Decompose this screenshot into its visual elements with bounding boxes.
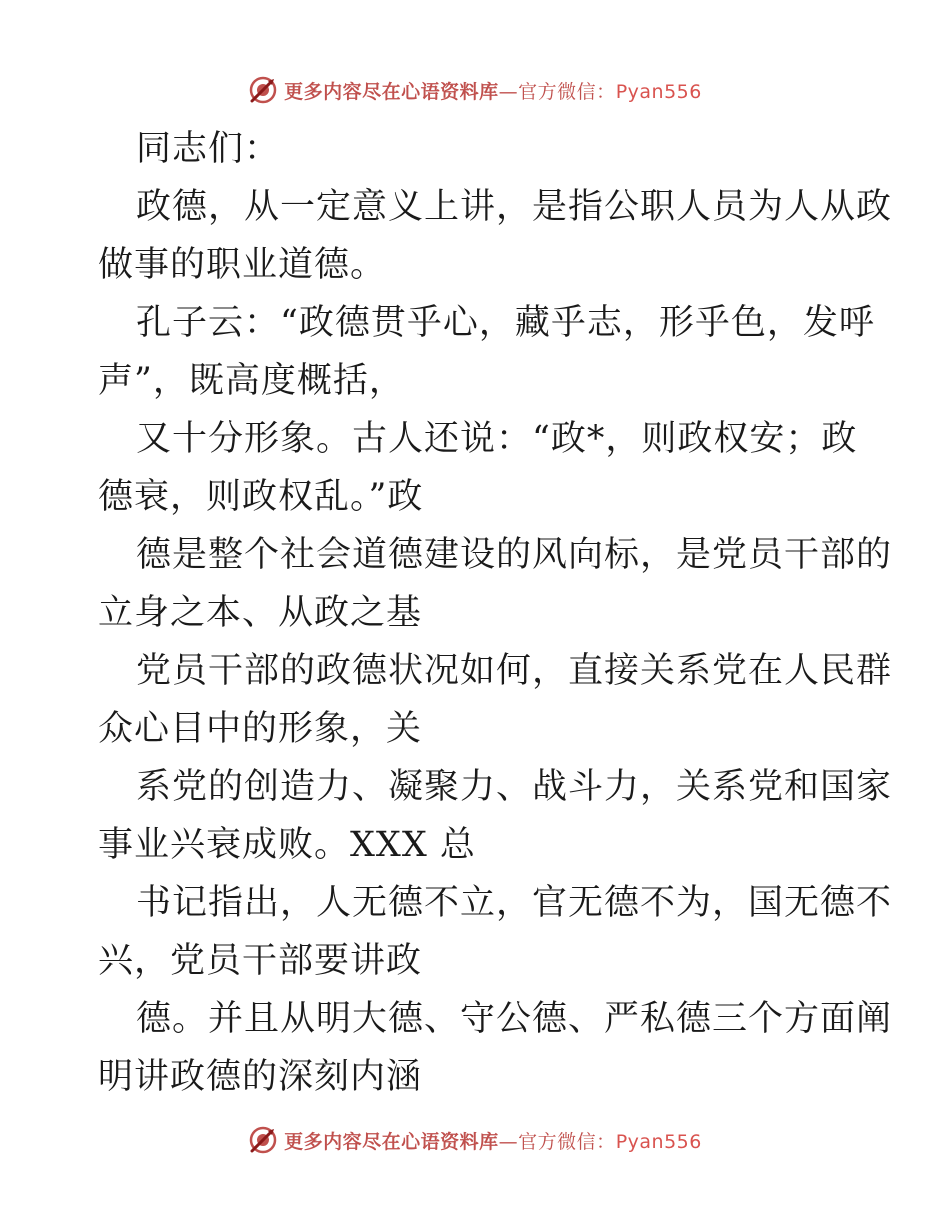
- pen-seal-icon: [248, 75, 278, 105]
- document-body: [98, 120, 893, 1106]
- footer-watermark: [0, 1122, 950, 1158]
- watermark-text: [284, 77, 702, 104]
- text-line: 政德，从一定意义上讲，是指公职人员为人从政: [136, 187, 893, 227]
- watermark-id: Pyan556: [615, 80, 702, 103]
- text-line: 众心目中的形象，关: [98, 709, 423, 749]
- watermark-main: 更多内容尽在心语资料库: [284, 80, 499, 103]
- pen-seal-icon: [248, 1125, 278, 1155]
- text-line: 德衰，则政权乱。”政: [98, 477, 424, 517]
- watermark-sub: —官方微信：: [498, 80, 616, 103]
- text-line: 事业兴衰成败。XXX 总: [98, 825, 476, 865]
- text-line: 立身之本、从政之基: [98, 593, 423, 633]
- text-line: 孔子云：“政德贯乎心，藏乎志，形乎色，发呼: [136, 303, 875, 343]
- watermark-id: Pyan556: [615, 1130, 702, 1153]
- text-line: 德。并且从明大德、守公德、严私德三个方面阐: [136, 999, 893, 1039]
- text-line: 系党的创造力、凝聚力、战斗力，关系党和国家: [136, 767, 893, 807]
- header-watermark: [0, 72, 950, 108]
- text-line: 做事的职业道德。: [98, 245, 387, 285]
- text-line: 书记指出，人无德不立，官无德不为，国无德不: [136, 883, 893, 923]
- text-line: 兴，党员干部要讲政: [98, 941, 423, 981]
- watermark-main: 更多内容尽在心语资料库: [284, 1130, 499, 1153]
- text-line: 同志们：: [136, 129, 281, 169]
- text-line: 声”，既高度概括，: [98, 361, 405, 401]
- watermark-sub: —官方微信：: [498, 1130, 616, 1153]
- text-line: 党员干部的政德状况如何，直接关系党在人民群: [136, 651, 893, 691]
- text-line: 明讲政德的深刻内涵: [98, 1057, 423, 1097]
- text-line: 又十分形象。古人还说：“政*，则政权安；政: [136, 419, 858, 459]
- watermark-text: [284, 1127, 702, 1154]
- text-line: 德是整个社会道德建设的风向标，是党员干部的: [136, 535, 893, 575]
